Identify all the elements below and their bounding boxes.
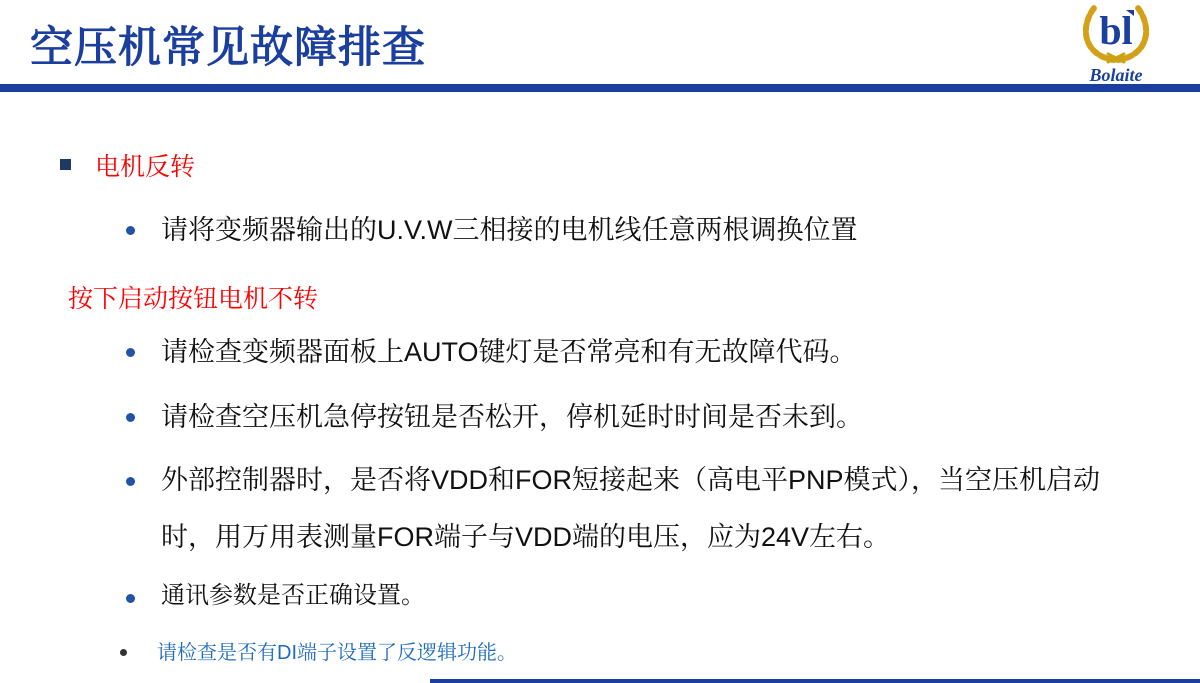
- bullet-item-estop: [126, 399, 863, 435]
- dot-bullet-icon: [126, 226, 135, 235]
- bullet-text: 请将变频器输出的U.V.W三相接的电机线任意两根调换位置: [161, 215, 858, 245]
- square-bullet-icon: [60, 159, 71, 170]
- bullet-item-swap-phases: [126, 212, 858, 248]
- dot-bullet-icon: [126, 413, 135, 422]
- bullet-text: 外部控制器时，是否将VDD和FOR短接起来（高电平PNP模式），当空压机启动时，用万用表测量FOR端子与VDD端的电压，应为24V左右。: [161, 465, 1101, 552]
- bullet-item-auto-key: [126, 334, 857, 370]
- bullet-text: 请检查是否有DI端子设置了反逻辑功能。: [157, 642, 517, 664]
- bullet-item-di-logic: [120, 640, 517, 666]
- bullet-text: 请检查变频器面板上AUTO键灯是否常亮和有无故障代码。: [161, 337, 857, 367]
- brand-logo: [1050, 2, 1182, 86]
- dot-bullet-icon: [126, 477, 135, 486]
- bullet-text: 通讯参数是否正确设置。: [161, 582, 425, 609]
- laurel-wreath-icon: [1050, 2, 1182, 64]
- page-title: 空压机常见故障排查: [30, 24, 426, 72]
- bullet-item-vdd-for: [126, 452, 1129, 566]
- footer-divider: [430, 679, 1200, 683]
- dot-bullet-icon: [120, 649, 127, 656]
- heading-motor-reverse: [60, 150, 195, 184]
- dot-bullet-icon: [126, 594, 135, 603]
- heading-text: 电机反转: [95, 153, 196, 181]
- logo-monogram: bl: [1099, 8, 1133, 53]
- dot-bullet-icon: [126, 348, 135, 357]
- header-divider: [0, 84, 1200, 92]
- bullet-item-comm-params: [126, 580, 425, 612]
- bullet-text: 请检查空压机急停按钮是否松开，停机延时时间是否未到。: [161, 402, 863, 432]
- brand-name: Bolaite: [1089, 65, 1143, 85]
- heading-motor-not-running: [68, 282, 318, 316]
- heading-text: 按下启动按钮电机不转: [68, 285, 319, 313]
